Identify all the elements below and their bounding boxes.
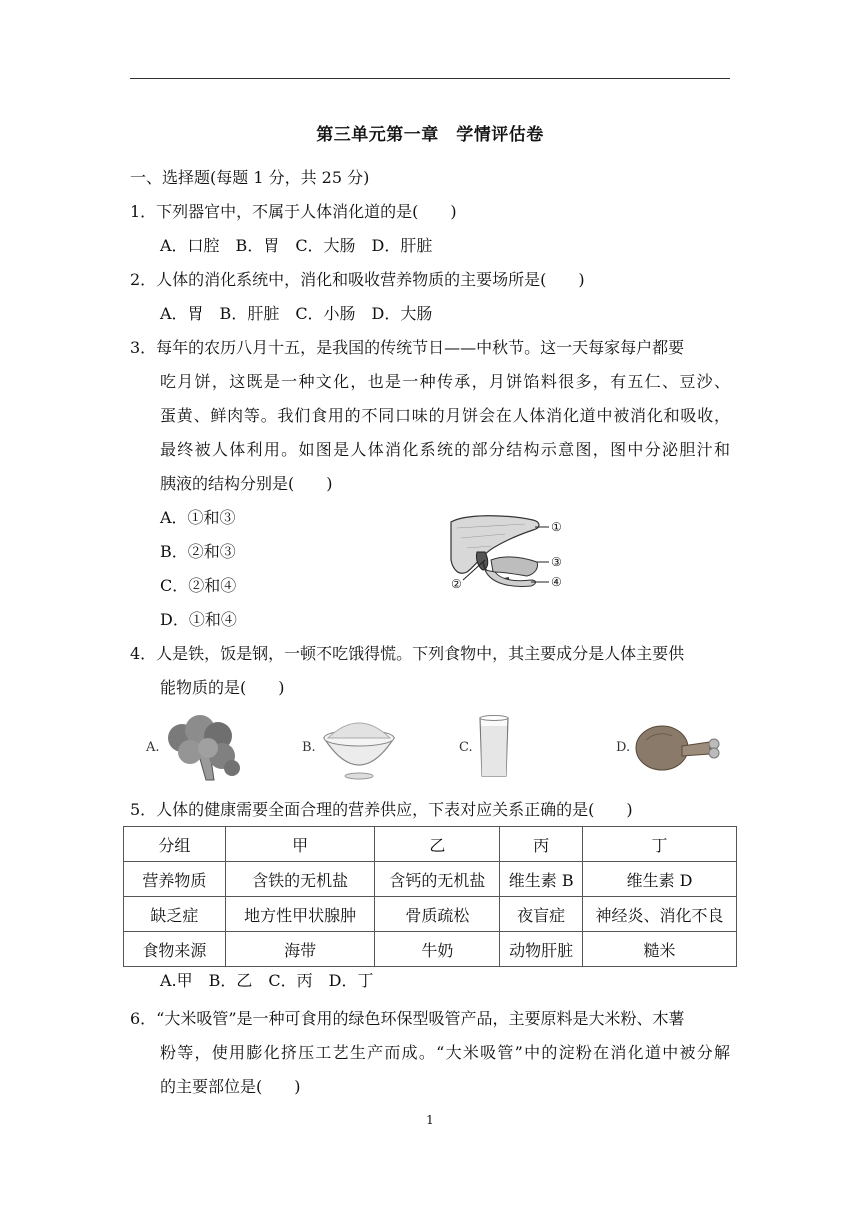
q4-line: 能物质的是( ) <box>160 678 285 697</box>
section-heading: 一、选择题(每题 1 分，共 25 分) <box>130 168 370 187</box>
chicken-leg-image <box>632 720 724 778</box>
table-cell: 骨质疏松 <box>375 897 500 932</box>
table-row <box>124 827 737 862</box>
table-cell: 神经炎、消化不良 <box>583 897 737 932</box>
table-cell: 含钙的无机盐 <box>375 862 500 897</box>
label-2: ② <box>451 577 462 591</box>
q3-line: 胰液的结构分别是( ) <box>160 474 333 493</box>
q2-options: A．胃 B．肝脏 C．小肠 D．大肠 <box>160 304 433 323</box>
digestive-system-diagram <box>445 512 570 596</box>
label-3: ③ <box>551 555 562 569</box>
q4-option-c-label: C. <box>459 740 473 755</box>
table-cell: 分组 <box>124 827 226 862</box>
table-cell: 丙 <box>500 827 583 862</box>
table-cell: 乙 <box>375 827 500 862</box>
milk-glass-image <box>476 714 512 780</box>
table-cell: 地方性甲状腺肿 <box>225 897 375 932</box>
q2-stem: 2．人体的消化系统中，消化和吸收营养物质的主要场所是( ) <box>130 270 585 289</box>
q5-stem: 5．人体的健康需要全面合理的营养供应，下表对应关系正确的是( ) <box>130 800 633 819</box>
gallbladder-shape <box>476 552 487 570</box>
table-row <box>124 862 737 897</box>
q4-option-d-label: D. <box>616 740 631 755</box>
table-cell: 动物肝脏 <box>500 932 583 967</box>
top-rule <box>130 78 730 79</box>
table-row <box>124 932 737 967</box>
table-cell: 维生素 B <box>500 862 583 897</box>
stomach-shape <box>491 557 538 576</box>
table-cell: 缺乏症 <box>124 897 226 932</box>
table-cell: 甲 <box>225 827 375 862</box>
q4-option-b-label: B. <box>302 740 316 755</box>
q3-option-b: B．②和③ <box>160 542 236 561</box>
table-cell: 食物来源 <box>124 932 226 967</box>
label-1: ① <box>551 520 562 534</box>
table-cell: 营养物质 <box>124 862 226 897</box>
q4-option-a-label: A. <box>146 740 160 755</box>
q3-option-a: A．①和③ <box>160 508 236 527</box>
q1-options: A．口腔 B．胃 C．大肠 D．肝脏 <box>160 236 433 255</box>
q3-line: 3．每年的农历八月十五，是我国的传统节日——中秋节。这一天每家每户都要 <box>130 338 685 357</box>
broccoli-image <box>160 712 245 782</box>
table-cell: 含铁的无机盐 <box>225 862 375 897</box>
q5-options: A.甲 B．乙 C．丙 D．丁 <box>160 971 374 990</box>
q6-line: 粉等，使用膨化挤压工艺生产而成。“大米吸管”中的淀粉在消化道中被分解 <box>160 1043 730 1062</box>
q3-option-d: D．①和④ <box>160 610 237 629</box>
table-cell: 牛奶 <box>375 932 500 967</box>
rice-bowl-image <box>318 714 400 782</box>
q6-line: 6．“大米吸管”是一种可食用的绿色环保型吸管产品，主要原料是大米粉、木薯 <box>130 1009 685 1028</box>
q3-line: 最终被人体利用。如图是人体消化系统的部分结构示意图，图中分泌胆汁和 <box>160 440 730 459</box>
q1-stem: 1．下列器官中，不属于人体消化道的是( ) <box>130 202 457 221</box>
table-cell: 糙米 <box>583 932 737 967</box>
table-cell: 海带 <box>225 932 375 967</box>
q3-line: 吃月饼，这既是一种文化，也是一种传承，月饼馅料很多，有五仁、豆沙、 <box>160 372 730 391</box>
table-cell: 丁 <box>583 827 737 862</box>
q3-option-c: C．②和④ <box>160 576 237 595</box>
table-cell: 维生素 D <box>583 862 737 897</box>
q3-line: 蛋黄、鲜肉等。我们食用的不同口味的月饼会在人体消化道中被消化和吸收， <box>160 406 730 425</box>
q4-line: 4．人是铁，饭是钢，一顿不吃饿得慌。下列食物中，其主要成分是人体主要供 <box>130 644 685 663</box>
page-title: 第三单元第一章 学情评估卷 <box>316 125 544 145</box>
label-4: ④ <box>551 575 562 589</box>
table-cell: 夜盲症 <box>500 897 583 932</box>
nutrition-table <box>123 826 737 967</box>
table-row <box>124 897 737 932</box>
page-number: 1 <box>426 1113 434 1127</box>
q6-line: 的主要部位是( ) <box>160 1077 301 1096</box>
